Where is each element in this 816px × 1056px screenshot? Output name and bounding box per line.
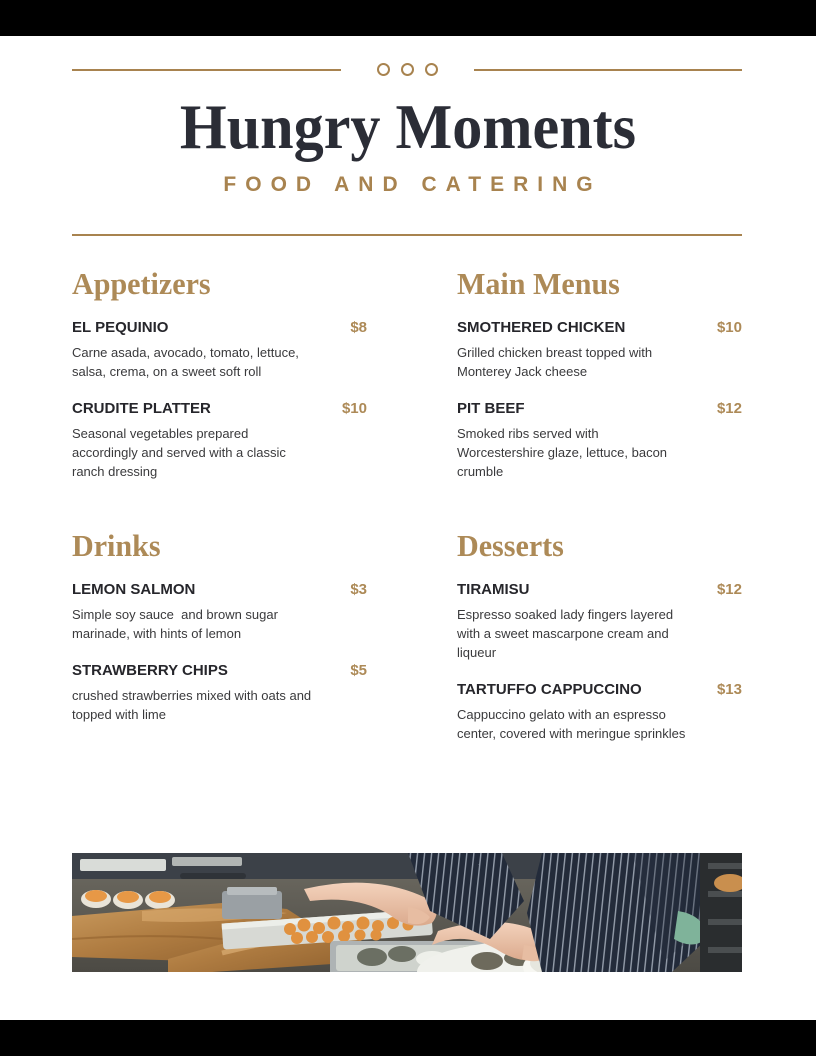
- menu-row-bottom: [72, 528, 742, 743]
- header-divider: [72, 234, 742, 236]
- menu-item-head: [72, 400, 367, 418]
- menu-page: [0, 36, 816, 1020]
- menu-item-description: crushed strawberries mixed with oats and topped with lime: [72, 688, 315, 722]
- menu-item-price: $10: [341, 400, 367, 417]
- menu-item-head: [457, 681, 742, 699]
- section-drinks: [72, 528, 367, 743]
- menu-item-description: Carne asada, avocado, tomato, lettuce, salsa, crema, on a sweet soft roll: [72, 345, 303, 379]
- page-subtitle: FOOD AND CATERING: [223, 173, 602, 196]
- menu-sections: [72, 266, 742, 743]
- circle-icon: [425, 63, 438, 76]
- menu-item-name: STRAWBERRY CHIPS: [72, 662, 228, 679]
- section-title: Desserts: [457, 528, 564, 563]
- menu-item-head: [72, 319, 367, 337]
- menu-item-price: $10: [716, 319, 742, 336]
- menu-item: [72, 400, 367, 481]
- menu-item-price: $13: [716, 681, 742, 698]
- page-title: Hungry Moments: [179, 91, 637, 162]
- menu-item-description: Espresso soaked lady fingers layered with a sweet mascarpone cream and liqueur: [457, 607, 677, 660]
- menu-row-top: [72, 266, 742, 481]
- menu-item: [72, 662, 367, 724]
- bottom-black-band: [0, 1020, 816, 1056]
- menu-item-price: $8: [350, 319, 367, 336]
- menu-item-name: SMOTHERED CHICKEN: [457, 319, 626, 336]
- menu-item: [72, 581, 367, 643]
- menu-item: [457, 400, 742, 481]
- menu-item: [457, 319, 742, 381]
- section-title: Appetizers: [72, 266, 211, 301]
- circle-icon: [377, 63, 390, 76]
- menu-item-head: [72, 581, 367, 599]
- menu-item-name: TARTUFFO CAPPUCCINO: [457, 681, 642, 698]
- menu-item-head: [457, 319, 742, 337]
- three-circles-ornament-icon: [341, 63, 474, 76]
- menu-item-price: $3: [350, 581, 367, 598]
- menu-item-name: LEMON SALMON: [72, 581, 196, 598]
- menu-item-head: [72, 662, 367, 680]
- section-desserts: [457, 528, 742, 743]
- section-main-menus: [457, 266, 742, 481]
- ornament-line-left: [72, 69, 341, 71]
- top-black-band: [0, 0, 816, 36]
- menu-item: [457, 581, 742, 662]
- menu-item-name: TIRAMISU: [457, 581, 530, 598]
- menu-item-name: EL PEQUINIO: [72, 319, 169, 336]
- menu-item-head: [457, 400, 742, 418]
- section-title: Drinks: [72, 528, 161, 563]
- menu-item-description: Smoked ribs served with Worcestershire glaze, lettuce, bacon crumble: [457, 426, 671, 479]
- menu-item: [72, 319, 367, 381]
- menu-item-head: [457, 581, 742, 599]
- menu-item-price: $12: [716, 581, 742, 598]
- menu-item-description: Seasonal vegetables prepared accordingly and served with a classic ranch dressing: [72, 426, 290, 479]
- catering-photo-illustration: [72, 853, 742, 972]
- section-appetizers: [72, 266, 367, 481]
- menu-item-description: Cappuccino gelato with an espresso center, covered with meringue sprinkles: [457, 707, 686, 741]
- header-ornament: [72, 63, 742, 76]
- menu-item-name: CRUDITE PLATTER: [72, 400, 211, 417]
- section-title: Main Menus: [457, 266, 620, 301]
- catering-photo: [72, 853, 742, 972]
- menu-item-description: Simple soy sauce and brown sugar marinade, with hints of lemon: [72, 607, 282, 641]
- menu-item-description: Grilled chicken breast topped with Monterey Jack cheese: [457, 345, 656, 379]
- menu-item-price: $5: [350, 662, 367, 679]
- circle-icon: [401, 63, 414, 76]
- menu-item-name: PIT BEEF: [457, 400, 525, 417]
- ornament-line-right: [474, 69, 743, 71]
- menu-item-price: $12: [716, 400, 742, 417]
- menu-item: [457, 681, 742, 743]
